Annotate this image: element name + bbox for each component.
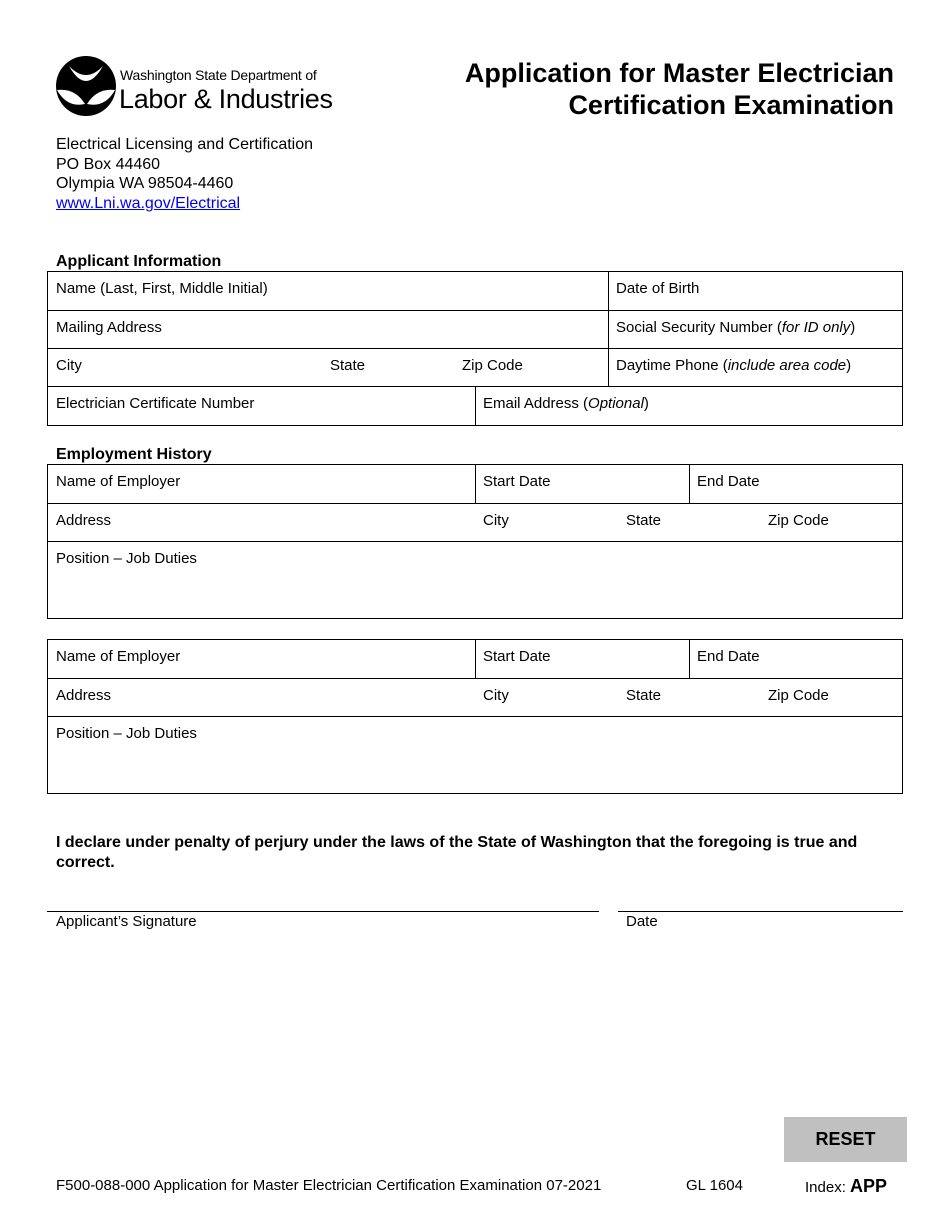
form-title	[414, 57, 894, 121]
lni-logo-icon	[55, 54, 117, 118]
start-date-field[interactable]	[476, 465, 690, 504]
date-line[interactable]	[618, 911, 903, 912]
mailing-address-label: Mailing Address	[56, 319, 162, 336]
applicant-info-table	[47, 271, 903, 426]
start-date-label: Start Date	[483, 473, 551, 490]
form-number: F500-088-000 Application for Master Electrician Certification Examination 07-2021	[56, 1177, 602, 1194]
employer-name-label: Name of Employer	[56, 473, 181, 490]
end-date-label: End Date	[697, 473, 760, 490]
index-value: APP	[850, 1176, 888, 1196]
ssn-label: Social Security Number (for ID only)	[616, 319, 856, 336]
applicant-signature-label: Applicant’s Signature	[56, 913, 197, 930]
start-date-field[interactable]	[476, 640, 690, 679]
employer-zip-label: Zip Code	[768, 687, 829, 704]
employer-state-label: State	[626, 687, 662, 704]
employer-address-label: Address	[56, 687, 112, 704]
agency-address	[56, 135, 313, 214]
zip-code-label: Zip Code	[462, 357, 523, 374]
gl-code: GL 1604	[686, 1177, 743, 1194]
state-label: State	[330, 357, 366, 374]
perjury-declaration: I declare under penalty of perjury under the laws of the State of Washington that the foregoing is true and correct.	[56, 834, 858, 871]
employment-block	[47, 464, 903, 619]
ssn-field[interactable]	[609, 311, 902, 349]
address-line-1: Electrical Licensing and Certification	[56, 136, 314, 153]
employer-name-field[interactable]	[48, 640, 476, 679]
email-label: Email Address (Optional)	[483, 395, 649, 412]
name-field[interactable]	[48, 272, 609, 311]
end-date-field[interactable]	[690, 465, 902, 504]
start-date-label: Start Date	[483, 648, 551, 665]
employer-address-label: Address	[56, 512, 112, 529]
employer-name-label: Name of Employer	[56, 648, 181, 665]
city-label: City	[56, 357, 82, 374]
end-date-label: End Date	[697, 648, 760, 665]
employer-address-field[interactable]	[48, 504, 902, 542]
signature-line[interactable]	[47, 911, 599, 912]
logo-agency-name: Labor & Industries	[119, 84, 333, 114]
form-title-line-2: Certification Examination	[568, 90, 894, 120]
mailing-address-field[interactable]	[48, 311, 609, 349]
daytime-phone-label: Daytime Phone (include area code)	[616, 357, 852, 374]
reset-button[interactable]: RESET	[784, 1117, 907, 1162]
applicant-section-title: Applicant Information	[56, 253, 222, 270]
date-of-birth-label: Date of Birth	[616, 280, 700, 297]
employer-city-label: City	[483, 687, 509, 704]
logo-department-text: Washington State Department of	[120, 67, 317, 83]
end-date-field[interactable]	[690, 640, 902, 679]
employment-section-title: Employment History	[56, 446, 212, 463]
job-duties-field[interactable]	[48, 717, 902, 793]
employer-address-field[interactable]	[48, 679, 902, 717]
employer-city-label: City	[483, 512, 509, 529]
index-code	[805, 1176, 887, 1198]
date-of-birth-field[interactable]	[609, 272, 902, 311]
employer-state-label: State	[626, 512, 662, 529]
job-duties-label: Position – Job Duties	[56, 550, 197, 567]
certificate-number-label: Electrician Certificate Number	[56, 395, 255, 412]
job-duties-field[interactable]	[48, 542, 902, 618]
email-field[interactable]	[476, 387, 902, 425]
electrical-website-link[interactable]: www.Lni.wa.gov/Electrical	[56, 195, 241, 213]
employment-block	[47, 639, 903, 794]
job-duties-label: Position – Job Duties	[56, 725, 197, 742]
name-label: Name (Last, First, Middle Initial)	[56, 280, 268, 297]
city-state-zip-field[interactable]	[48, 349, 609, 387]
agency-logo	[55, 54, 333, 118]
daytime-phone-field[interactable]	[609, 349, 902, 387]
signature-date-label: Date	[626, 913, 658, 930]
certificate-number-field[interactable]	[48, 387, 476, 425]
form-title-line-1: Application for Master Electrician	[464, 58, 894, 88]
address-line-2: PO Box 44460	[56, 155, 161, 173]
index-label: Index:	[805, 1179, 851, 1196]
address-line-3: Olympia WA 98504-4460	[56, 175, 234, 193]
employer-zip-label: Zip Code	[768, 512, 829, 529]
employer-name-field[interactable]	[48, 465, 476, 504]
